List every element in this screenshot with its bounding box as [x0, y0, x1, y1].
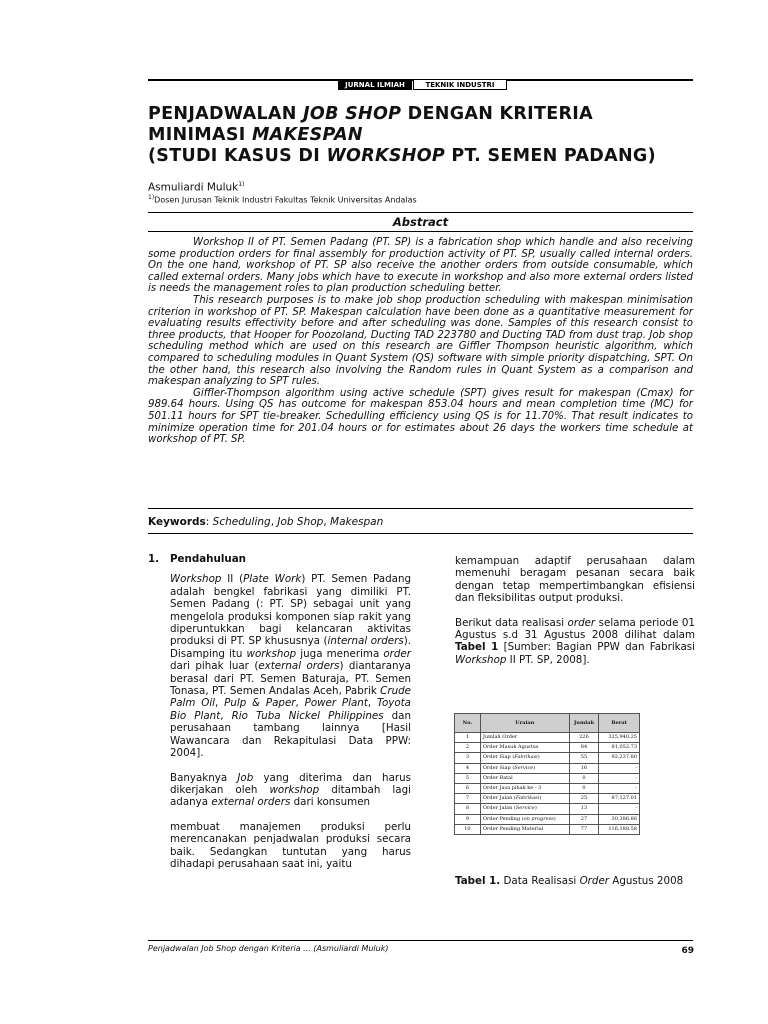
- table-header: No.: [455, 714, 481, 733]
- intro-paragraph-3: membuat manajemen produksi perlu merencanakan penjadwalan produksi secara baik. Sedangkan tuntutan yang harus dihadapi perusahaan saat ini, yaitu: [170, 820, 411, 870]
- table-cell-jumlah: 77: [569, 824, 599, 834]
- abstract-top-rule: [148, 212, 693, 213]
- author-affiliation: $^{1)}$Dosen Jurusan Teknik Industri Fakultas Teknik Universitas Andalas: [148, 194, 417, 205]
- table-cell-uraian: Order Jasa pihak ke - 3: [480, 783, 569, 793]
- table-cell-jumlah: 25: [569, 794, 599, 804]
- table-cell-jumlah: 13: [569, 804, 599, 814]
- journal-tag: JURNAL ILMIAH: [338, 80, 412, 90]
- footer-rule: [148, 940, 693, 941]
- table-cell-uraian: Jumlah Order: [480, 733, 569, 743]
- abstract-paragraph-1: Workshop II of PT. Semen Padang (PT. SP) is a fabrication shop which handle and also receiving some production orders for final assembly for production activity of PT. SP, usually called internal orders. On the one hand, workshop of PT. SP also receive the another orders from outside consumable, which called external orders. Many jobs which have to execute in workshop and also more external orders listed is needs the management roles to plan production scheduling better.: [148, 237, 693, 295]
- abstract-bottom-rule: [148, 508, 693, 509]
- intro-paragraph-5: Berikut data realisasi order selama periode 01 Agustus s.d 31 Agustus 2008 dilihat dalam Tabel 1 [Sumber: Bagian PPW dan Fabrikasi Workshop II PT. SP, 2008].: [455, 616, 696, 666]
- table-cell-jumlah: 55: [569, 753, 599, 763]
- intro-paragraph-1: Workshop II (Plate Work) PT. Semen Padang adalah bengkel fabrikasi yang dimiliki PT. Semen Padang (: PT. SP) sebagai unit yang mengelola produksi komponen siap rakit yang diperuntukkan bagi kelancaran aktivitas produksi di PT. SP khususnya (internal orders). Disamping itu workshop juga menerima order dari pihak luar (external orders) diantaranya berasal dari PT. Semen Baturaja, PT. Semen Tonasa, PT. Semen Andalas Aceh, Pabrik Crude Palm Oil, Pulp & Paper, Power Plant, Toyota Bio Plant, Rio Tuba Nickel Philippines dan perusahaan tambang lainnya [Hasil Wawancara dan Rekapitulasi Data PPW: 2004].: [170, 573, 412, 760]
- table-cell-uraian: Order Pending (on progress): [480, 814, 569, 824]
- table-row: [455, 794, 640, 804]
- table-cell-jumlah: 84: [569, 743, 599, 753]
- journal-subtag: TEKNIK INDUSTRI: [413, 80, 507, 90]
- table-row: [455, 733, 640, 743]
- table-row: [455, 783, 640, 793]
- table-cell-berat: -: [599, 763, 640, 773]
- table-cell-uraian: Order Pending Material: [480, 824, 569, 834]
- table-cell-jumlah: 226: [569, 733, 599, 743]
- table-header: Berat: [599, 714, 640, 733]
- table-row: [455, 804, 640, 814]
- table-cell-berat: 81,052.73: [599, 743, 640, 753]
- table-cell-no: 2: [455, 743, 481, 753]
- abstract-body: [148, 237, 693, 446]
- table-cell-no: 10: [455, 824, 481, 834]
- table-cell-uraian: Order Siap (Service): [480, 763, 569, 773]
- table-cell-berat: 116,188.58: [599, 824, 640, 834]
- table-cell-berat: 92,237.80: [599, 753, 640, 763]
- table-cell-uraian: Order Siap (Fabrikasi): [480, 753, 569, 763]
- table-row: [455, 773, 640, 783]
- paper-title: PENJADWALAN JOB SHOP DENGAN KRITERIA MINIMASI MAKESPAN (STUDI KASUS DI WORKSHOP PT. SEMEN PADANG): [148, 104, 656, 166]
- table-row: [455, 824, 640, 834]
- table-cell-uraian: Order Jalan (Service): [480, 804, 569, 814]
- table-cell-jumlah: 0: [569, 783, 599, 793]
- left-column: [148, 553, 411, 882]
- order-realization-table: [454, 713, 640, 835]
- table-cell-no: 4: [455, 763, 481, 773]
- right-column: [455, 555, 695, 678]
- table-cell-jumlah: 27: [569, 814, 599, 824]
- table-cell-berat: 325,940.25: [599, 733, 640, 743]
- table-cell-berat: -: [599, 804, 640, 814]
- section-heading: 1. Pendahuluan: [148, 553, 246, 565]
- table-cell-uraian: Order Jalan (Fabrikasi): [480, 794, 569, 804]
- table-cell-no: 7: [455, 794, 481, 804]
- intro-paragraph-4: kemampuan adaptif perusahaan dalam memenuhi beragam pesanan secara baik dengan tetap mempertimbangkan efisiensi dan fleksibilitas output produksi.: [455, 555, 695, 605]
- table-cell-no: 9: [455, 814, 481, 824]
- table-cell-berat: 30,386.86: [599, 814, 640, 824]
- table-cell-no: 1: [455, 733, 481, 743]
- table-cell-berat: -: [599, 773, 640, 783]
- table-row: [455, 743, 640, 753]
- keywords: Keywords: Scheduling, Job Shop, Makespan: [148, 516, 384, 528]
- table-row: [455, 814, 640, 824]
- table-cell-no: 5: [455, 773, 481, 783]
- author-name: Asmuliardi Muluk$^{1)}$: [148, 181, 245, 194]
- table-cell-jumlah: 0: [569, 773, 599, 783]
- table-cell-berat: 87,127.01: [599, 794, 640, 804]
- running-footer: Penjadwalan Job Shop dengan Kriteria ... (Asmuliardi Muluk): [148, 944, 389, 953]
- abstract-paragraph-2: This research purposes is to make job shop production scheduling with makespan minimisation criterion in workshop of PT. SP. Makespan calculation have been done as a quantitative measurement for evaluating results effectivity before and after scheduling was done. Samples of this research consist to three products, that Hooper for Poozoland, Ducting TAD 223780 and Ducting TAD from dust trap. Job shop scheduling method which are used on this research are Giffler Thompson heuristic algorithm, which compared to scheduling modules in Quant System (QS) software with simple priority dispatching, SPT. On the other hand, this research also involving the Random rules in Quant System as a comparison and makespan analyzing to SPT rules.: [148, 294, 693, 388]
- table-cell-no: 6: [455, 783, 481, 793]
- abstract-heading-rule: [148, 231, 693, 232]
- table-caption: Tabel 1. Data Realisasi Order Agustus 2008: [455, 875, 684, 887]
- abstract-heading: Abstract: [392, 215, 449, 229]
- abstract-paragraph-3: Giffler-Thompson algorithm using active schedule (SPT) gives result for makespan (Cmax) for 989.64 hours. Using QS has outcome for makespan 853.04 hours and mean completion time (MC) for 501.11 hours for SPT tie-breaker. Schedulling efficiency using QS is for 11.70%. That result indicates to minimize operation time for 201.04 hours or for estimates about 26 days the workers time schedule at workshop of PT. SP.: [148, 387, 693, 446]
- table-header-row: [455, 714, 640, 733]
- table-header: Uraian: [480, 714, 569, 733]
- keywords-rule: [148, 533, 693, 534]
- page-number: 69: [681, 946, 694, 956]
- intro-paragraph-2: Banyaknya Job yang diterima dan harus dikerjakan oleh workshop ditambah lagi adanya external orders dari konsumen: [170, 771, 411, 809]
- table-cell-jumlah: 16: [569, 763, 599, 773]
- table-cell-no: 3: [455, 753, 481, 763]
- table-header: Jumlah: [569, 714, 599, 733]
- table-cell-no: 8: [455, 804, 481, 814]
- table-cell-uraian: Order Masuk Agustus: [480, 743, 569, 753]
- table-row: [455, 753, 640, 763]
- table-cell-uraian: Order Batal: [480, 773, 569, 783]
- table-cell-berat: -: [599, 783, 640, 793]
- table-row: [455, 763, 640, 773]
